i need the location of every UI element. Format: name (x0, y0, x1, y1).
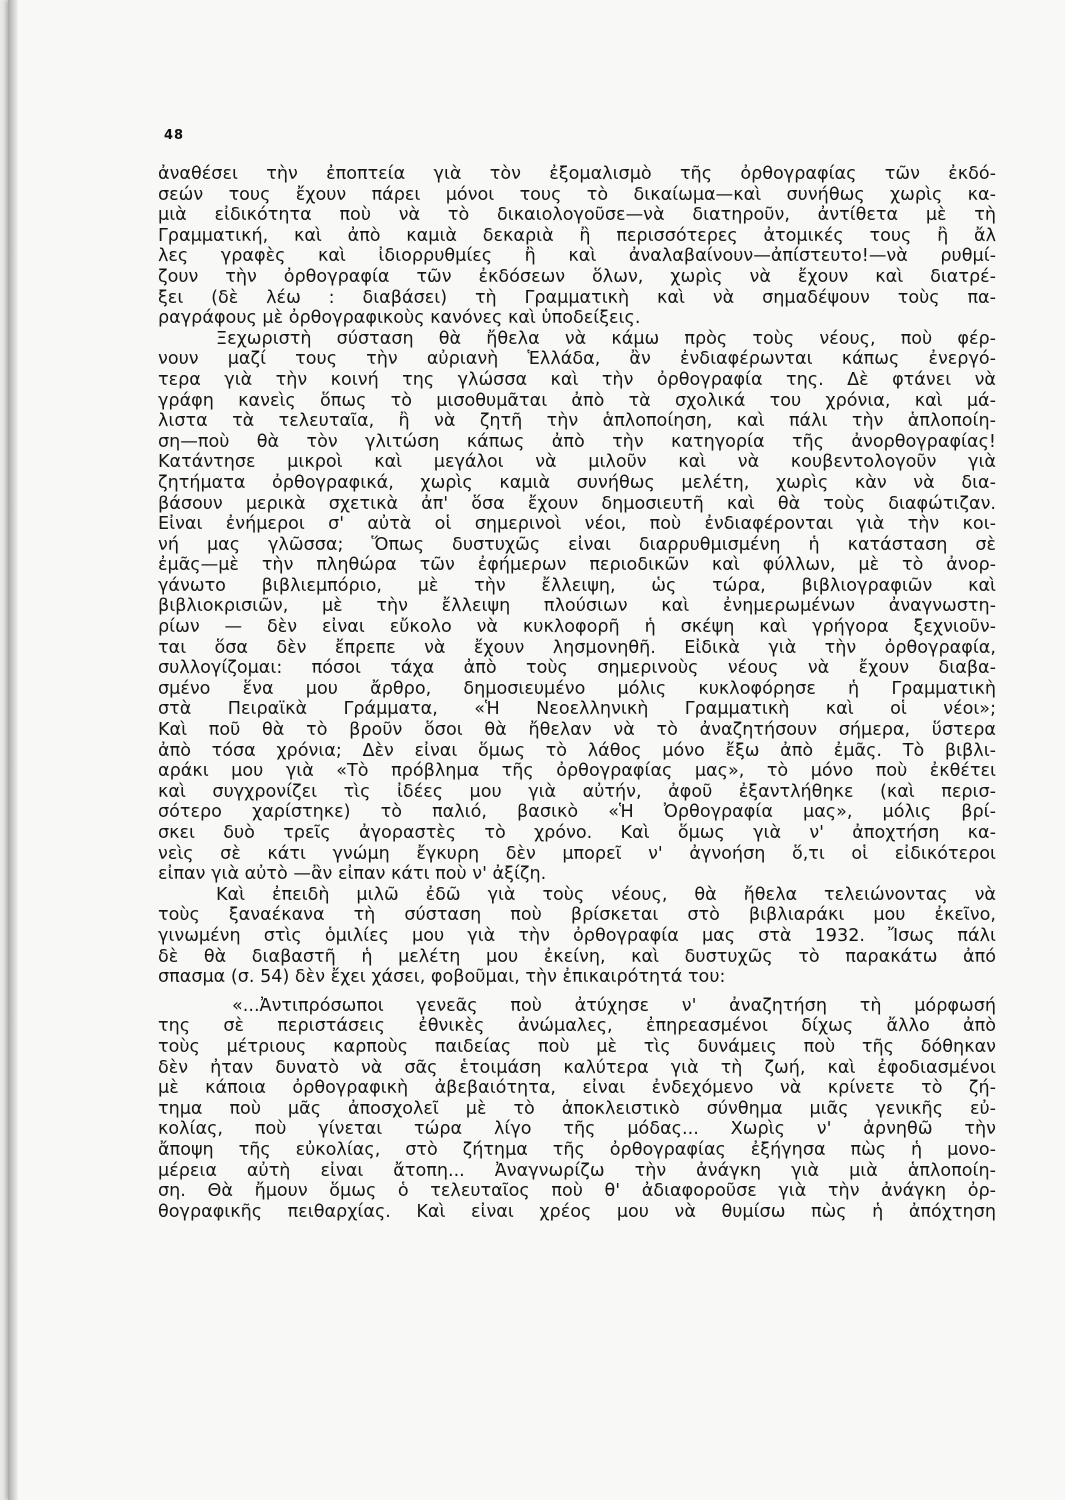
text-line: σπασμα (σ. 54) δὲν ἔχει χάσει, φοβοῦμαι, τὴν ἐπικαιρότητά του: (158, 967, 726, 988)
page-body-text (158, 164, 996, 1222)
text-line: ραγράφους μὲ ὀρθογραφικοὺς κανόνες καὶ ὑποδείξεις. (158, 308, 641, 329)
text-line: δὲν ἦταν δυνατὸ νὰ σᾶς ἑτοιμάση καλύτερα γιὰ τὴ ζωή, καὶ ἐφοδιασμένοι (158, 1057, 996, 1078)
text-line: ζουν τὴν ὀρθογραφία τῶν ἐκδόσεων ὅλων, χωρὶς νὰ ἔχουν καὶ διατρέ- (158, 266, 996, 287)
text-line: δὲ θὰ διαβαστῆ ἡ μελέτη μου ἐκείνη, καὶ δυστυχῶς τὸ παρακάτω ἀπό (158, 946, 996, 967)
text-line: ζητήματα ὀρθογραφικά, χωρὶς καμιὰ συνήθως μελέτη, χωρὶς κὰν νὰ δια- (158, 472, 996, 493)
text-line: τοὺς ξαναέκανα τὴ σύσταση ποὺ βρίσκεται στὸ βιβλιαράκι μου ἐκεῖνο, (158, 905, 996, 926)
text-line: γάνωτο βιβλιεμπόριο, μὲ τὴν ἔλλειψη, ὡς τώρα, βιβλιογραφιῶν καὶ (158, 575, 996, 596)
page-number: 48 (164, 128, 185, 143)
text-line: μὲ κάποια ὀρθογραφικὴ ἀβεβαιότητα, εἶναι ἐνδεχόμενο νὰ κρίνετε τὸ ζή- (158, 1078, 996, 1099)
paragraph (158, 329, 996, 885)
text-line: τοὺς μέτριους καρποὺς παιδείας ποὺ μὲ τὶς δυνάμεις ποὺ τῆς δόθηκαν (158, 1036, 996, 1057)
text-line: ρίων — δὲν εἶναι εὔκολο νὰ κυκλοφορῆ ἡ σκέψη καὶ γρήγορα ξεχνιοῦν- (158, 617, 996, 638)
text-line: Γραμματική, καὶ ἀπὸ καμιὰ δεκαριὰ ἢ περισσότερες ἀτομικές τους ἢ ἄλ (158, 225, 996, 246)
text-line: βιβλιοκρισιῶν, μὲ τὴν ἔλλειψη πλούσιων καὶ ἐνημερωμένων ἀναγνωστη- (158, 596, 996, 617)
block-quote (158, 996, 996, 1223)
text-line: «...Ἀντιπρόσωποι γενεᾶς ποὺ ἀτύχησε ν' ἀναζητήση τὴ μόρφωσή (232, 995, 996, 1016)
text-line: σκει δυὸ τρεῖς ἀγοραστὲς τὸ χρόνο. Καὶ ὅμως γιὰ ν' ἀποχτήση κα- (158, 823, 996, 843)
page-binding-edge (8, 0, 18, 1500)
text-line: ἀναθέσει τὴν ἐποπτεία γιὰ τὸν ἐξομαλισμὸ τῆς ὀρθογραφίας τῶν ἐκδό- (158, 164, 996, 184)
paragraph (158, 885, 996, 988)
text-line: συλλογίζομαι: πόσοι τάχα ἀπὸ τοὺς σημερινοὺς νέους νὰ ἔχουν διαβα- (158, 658, 996, 679)
text-line: σμένο ἕνα μου ἄρθρο, δημοσιευμένο μόλις κυκλοφόρησε ἡ Γραμματικὴ (158, 678, 996, 699)
text-line: γράφη κανεὶς ὅπως τὸ μισοθυμᾶται ἀπὸ τὰ σχολικά του χρόνια, καὶ μά- (158, 390, 996, 411)
text-line: νή μας γλῶσσα; Ὅπως δυστυχῶς εἶναι διαρρυθμισμένη ἡ κατάσταση σὲ (158, 534, 996, 555)
text-line: τερα γιὰ τὴν κοινή της γλώσσα καὶ τὴν ὀρθογραφία της. Δὲ φτάνει νὰ (158, 369, 996, 390)
text-line: νεὶς σὲ κάτι γνώμη ἔγκυρη δὲν μπορεῖ ν' ἀγνοήση ὅ,τι οἱ εἰδικότεροι (158, 843, 996, 864)
text-line: της σὲ περιστάσεις ἐθνικὲς ἀνώμαλες, ἐπηρεασμένοι δίχως ἄλλο ἀπὸ (158, 1016, 996, 1037)
text-line: βάσουν μερικὰ σχετικὰ ἀπ' ὅσα ἔχουν δημοσιευτῆ καὶ θὰ τοὺς διαφώτιζαν. (158, 493, 996, 514)
quote-gap (158, 988, 996, 996)
text-line: ξει (δὲ λέω : διαβάσει) τὴ Γραμματικὴ καὶ νὰ σημαδέψουν τοὺς πα- (158, 287, 996, 308)
text-line: στὰ Πειραϊκὰ Γράμματα, «Ἡ Νεοελληνικὴ Γραμματικὴ καὶ οἱ νέοι»; (158, 699, 996, 720)
text-line: νουν μαζί τους τὴν αὐριανὴ Ἑλλάδα, ἂν ἐνδιαφέρωνται κάπως ἐνεργό- (158, 349, 996, 370)
text-line: ἄποψη τῆς εὐκολίας, στὸ ζήτημα τῆς ὀρθογραφίας ἐξήγησα πὼς ἡ μονο- (158, 1139, 996, 1160)
text-line: εἶπαν γιὰ αὐτὸ —ἂν εἶπαν κάτι ποὺ ν' ἀξίζη. (158, 864, 547, 885)
text-line: λιστα τὰ τελευταῖα, ἢ νὰ ζητῆ τὴν ἁπλοποίηση, καὶ πάλι τὴν ἁπλοποίη- (158, 411, 996, 432)
text-line: ἀπὸ τόσα χρόνια; Δὲν εἶναι ὅμως τὸ λάθος μόνο ἔξω ἀπὸ ἐμᾶς. Τὸ βιβλι- (158, 740, 996, 761)
text-line: αράκι μου γιὰ «Τὸ πρόβλημα τῆς ὀρθογραφίας μας», τὸ μόνο ποὺ ἐκθέτει (158, 761, 996, 782)
text-line: Καὶ ἐπειδὴ μιλῶ ἐδῶ γιὰ τοὺς νέους, θὰ ἤθελα τελειώνοντας νὰ (216, 884, 996, 905)
text-line: θογραφικῆς πειθαρχίας. Καὶ εἶναι χρέος μου νὰ θυμίσω πὼς ἡ ἀπόχτηση (158, 1201, 996, 1222)
text-line: Κατάντησε μικροὶ καὶ μεγάλοι νὰ μιλοῦν καὶ νὰ κουβεντολογοῦν γιὰ (158, 452, 996, 473)
text-line: ται ὅσα δὲν ἔπρεπε νὰ ἔχουν λησμονηθῆ. Εἰδικὰ γιὰ τὴν ὀρθογραφία, (158, 637, 996, 658)
text-line: μιὰ εἰδικότητα ποὺ νὰ τὸ δικαιολογοῦσε—νὰ διατηροῦν, ἀντίθετα μὲ τὴ (158, 205, 996, 226)
text-line: Ξεχωριστὴ σύσταση θὰ ἤθελα νὰ κάμω πρὸς τοὺς νέους, ποὺ φέρ- (216, 328, 996, 349)
text-line: κολίας, ποὺ γίνεται τώρα λίγο τῆς μόδας... Χωρὶς ν' ἀρνηθῶ τὴν (158, 1119, 996, 1140)
text-line: λες γραφὲς καὶ ἰδιορρυθμίες ἢ καὶ ἀναλαβαίνουν—ἀπίστευτο!—νὰ ρυθμί- (158, 246, 996, 267)
paragraph (158, 164, 996, 329)
text-line: Καὶ ποῦ θὰ τὸ βροῦν ὅσοι θὰ ἤθελαν νὰ τὸ ἀναζητήσουν σήμερα, ὕστερα (158, 720, 996, 741)
text-line: σότερο χαρίστηκε) τὸ παλιό, βασικὸ «Ἡ Ὀρθογραφία μας», μόλις βρί- (158, 802, 996, 823)
text-line: μέρεια αὐτὴ εἶναι ἄτοπη... Ἀναγνωρίζω τὴν ἀνάγκη γιὰ μιὰ ἁπλοποίη- (158, 1160, 996, 1181)
text-line: καὶ συγχρονίζει τὶς ἰδέες μου γιὰ αὐτήν, ἀφοῦ ἐξαντλήθηκε (καὶ περισ- (158, 781, 996, 802)
book-page (8, 0, 1065, 1500)
text-line: ση. Θὰ ἤμουν ὅμως ὁ τελευταῖος ποὺ θ' ἀδιαφοροῦσε γιὰ τὴν ἀνάγκη ὀρ- (158, 1181, 996, 1202)
text-line: ση—ποὺ θὰ τὸν γλιτώση κάπως ἀπὸ τὴν κατηγορία τῆς ἀνορθογραφίας! (158, 431, 996, 452)
text-line: γινωμένη στὶς ὁμιλίες μου γιὰ τὴν ὀρθογραφία μας στὰ 1932. Ἴσως πάλι (158, 925, 996, 946)
text-line: Εἶναι ἐνήμεροι σ' αὐτὰ οἱ σημερινοὶ νέοι, ποὺ ἐνδιαφέρονται γιὰ τὴν κοι- (158, 514, 996, 535)
text-line: ἐμᾶς—μὲ τὴν πληθώρα τῶν ἐφήμερων περιοδικῶν καὶ φύλλων, μὲ τὸ ἀνορ- (158, 555, 996, 576)
text-line: τημα ποὺ μᾶς ἀποσχολεῖ μὲ τὸ ἀποκλειστικὸ σύνθημα μιᾶς γενικῆς εὐ- (158, 1098, 996, 1119)
text-line: σεών τους ἔχουν πάρει μόνοι τους τὸ δικαίωμα—καὶ συνήθως χωρὶς κα- (158, 184, 996, 205)
